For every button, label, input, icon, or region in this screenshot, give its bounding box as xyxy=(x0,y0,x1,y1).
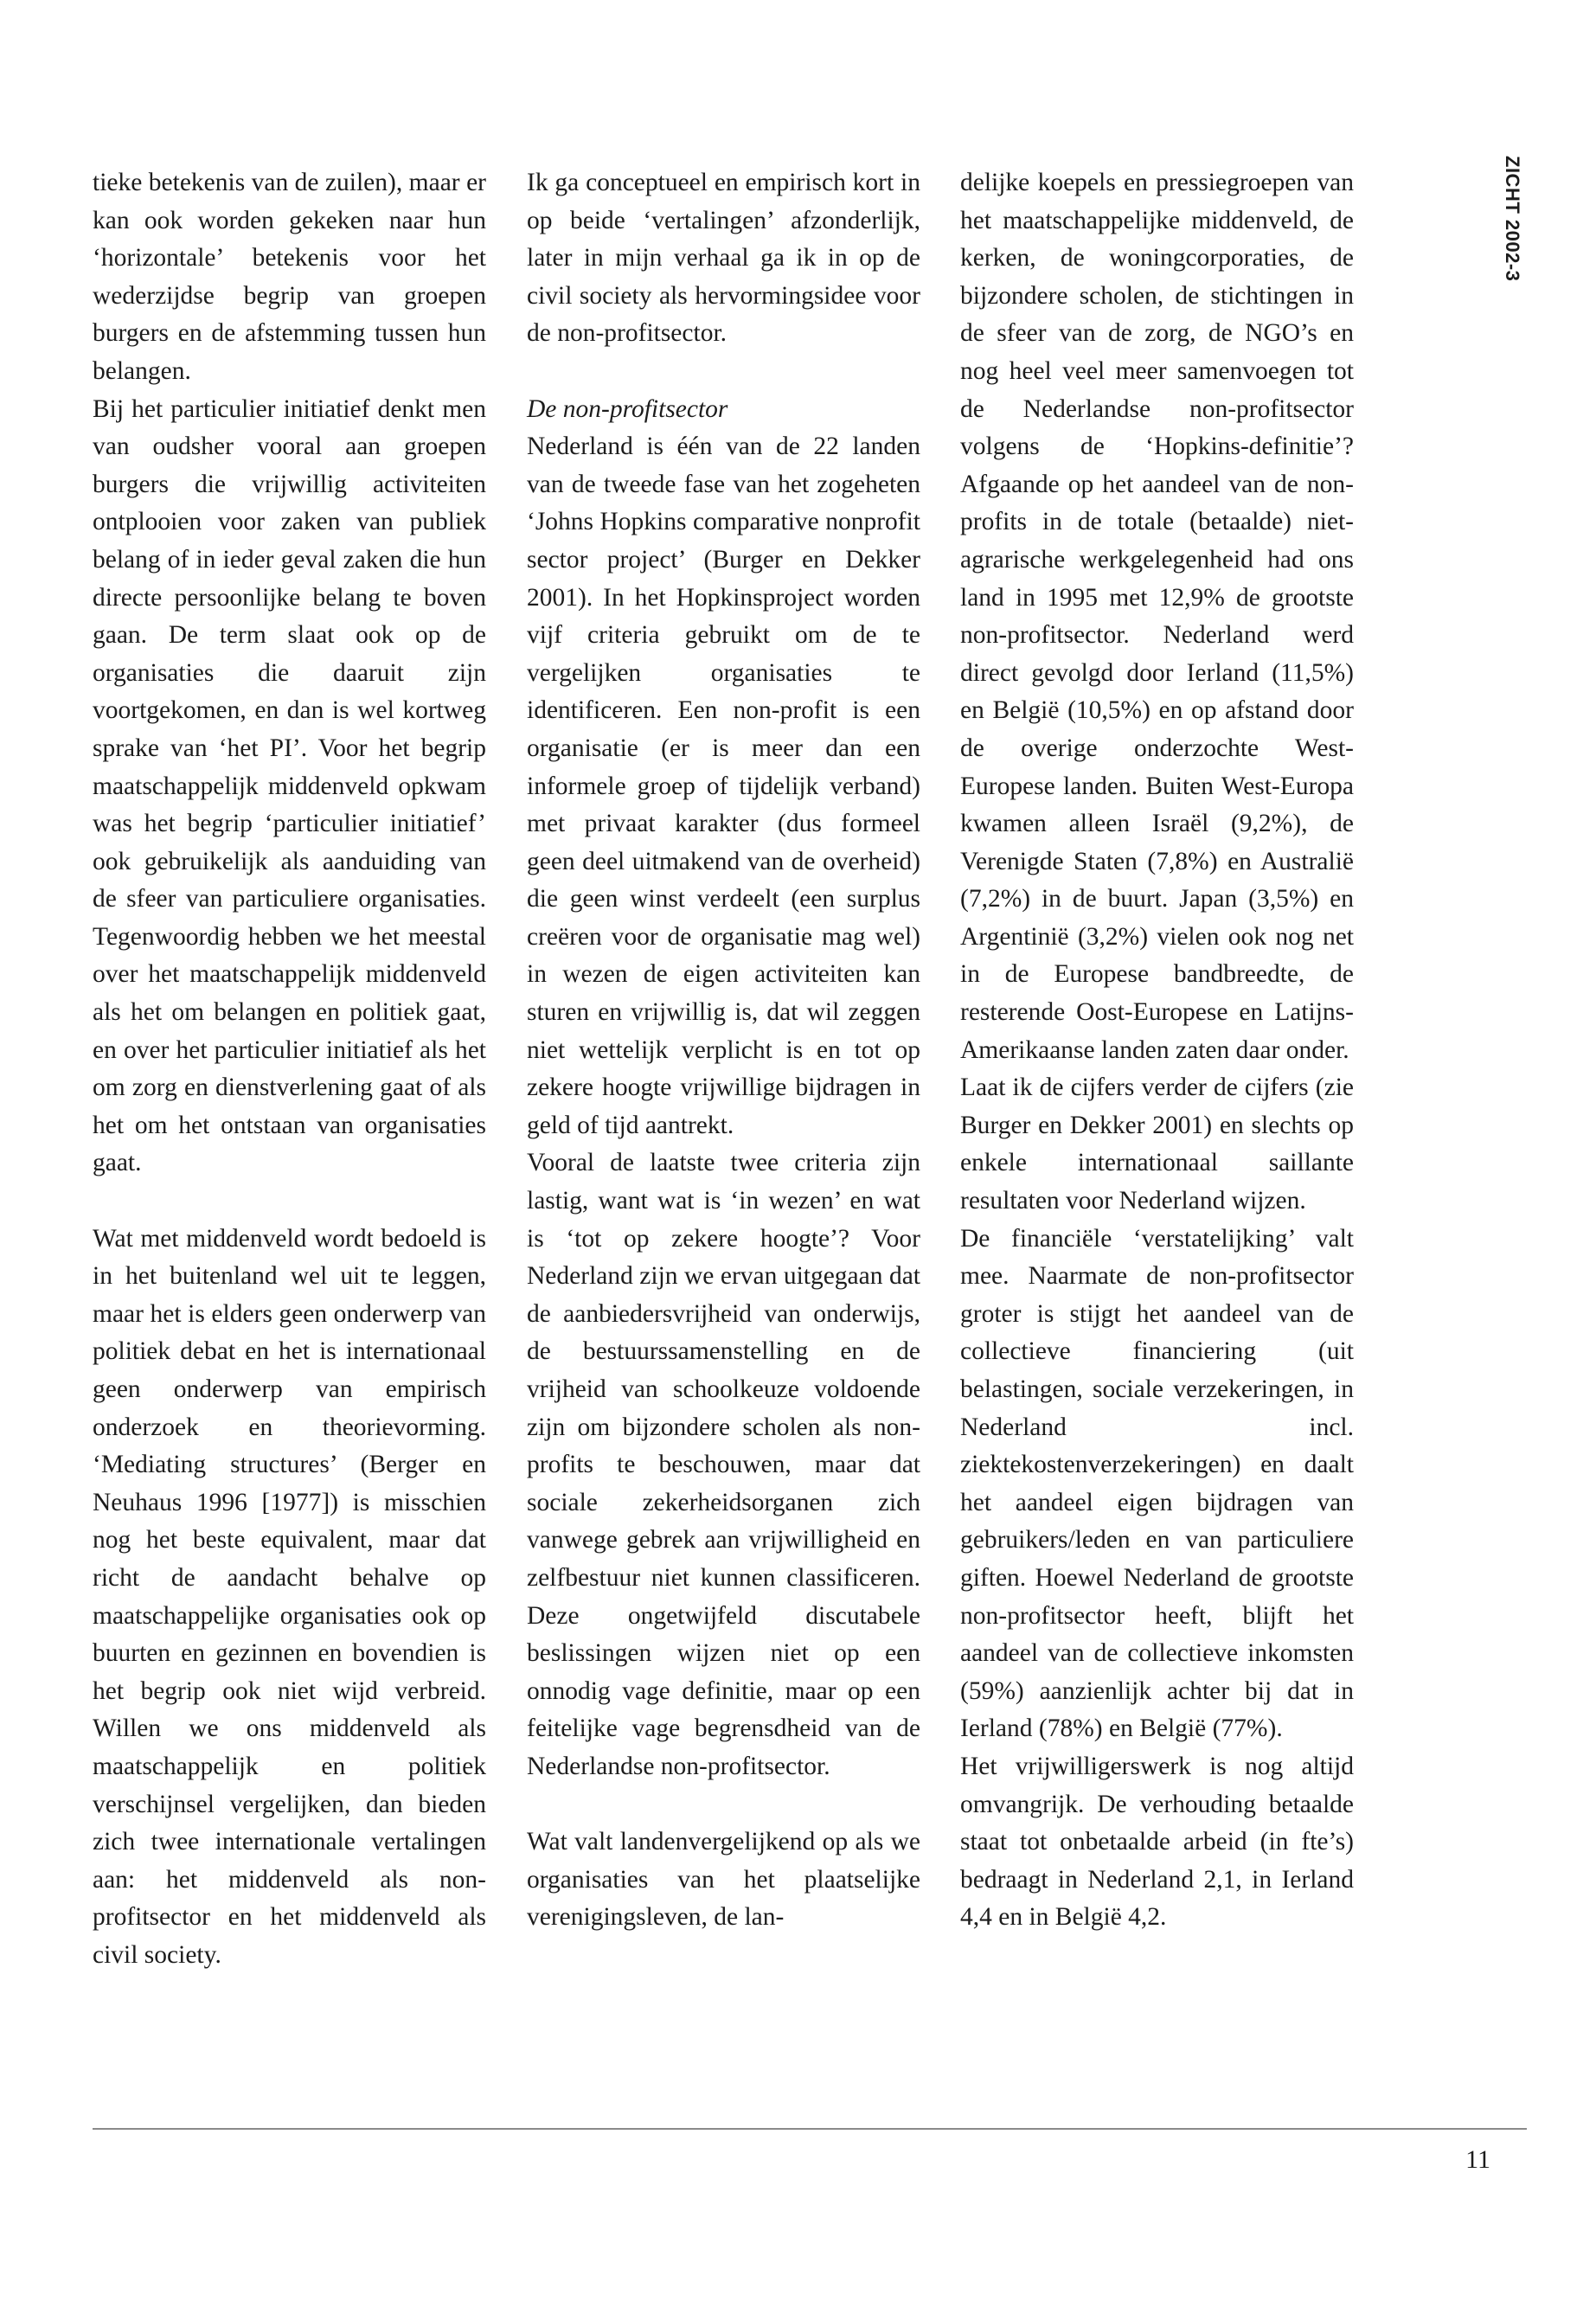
footer-divider xyxy=(93,2128,1527,2130)
paragraph: Laat ik de cijfers verder de cijfers (zie Burger en Dekker 2001) en slechts op enkele internationaal saillante resultaten voor Nederland wijzen. xyxy=(960,1074,1354,1215)
paragraph-spacer xyxy=(527,1786,920,1824)
text-column-2 xyxy=(527,164,920,1937)
paragraph: Wat valt landenvergelijkend op als we organisaties van het plaatselijke verenigingsleven, de lan- xyxy=(527,1828,920,1932)
paragraph: Ik ga conceptueel en empirisch kort in op beide ‘vertalingen’ afzonderlijk, later in mijn verhaal ga ik in op de civil society als hervormingsidee voor de non-profitsector. xyxy=(527,169,920,348)
page-number: 11 xyxy=(1465,2145,1490,2174)
paragraph: Nederland is één van de 22 landen van de tweede fase van het zogeheten ‘Johns Hopkins comparative nonprofit sector project’ (Burger en Dekker 2001). In het Hopkinsproject worden vijf criteria gebruikt om de te vergelijken organisaties te identificeren. Een non-profit is een organisatie (er is meer dan een informele groep of tijdelijk verband) met privaat karakter (dus formeel geen deel uitmakend van de overheid) die geen winst verdeelt (een surplus creëren voor de organisatie mag wel) in wezen de eigen activiteiten kan sturen en vrijwillig is, dat wil zeggen niet wettelijk verplicht is en tot op zekere hoogte vrijwillige bijdragen in geld of tijd aantrekt. xyxy=(527,433,920,1139)
text-column-3 xyxy=(960,164,1354,1937)
section-heading: De non-profitsector xyxy=(527,394,728,423)
paragraph: delijke koepels en pressiegroepen van het maatschappelijke middenveld, de kerken, de woningcorporaties, de bijzondere scholen, de stichtingen in de sfeer van de zorg, de NGO’s en nog heel veel meer samenvoegen tot de Nederlandse non-profitsector volgens de ‘Hopkins-definitie’? Afgaande op het aandeel van de non-profits in de totale (betaalde) niet-agrarische werkgelegenheid had ons land in 1995 met 12,9% de grootste non-profitsector. Nederland werd direct gevolgd door Ierland (11,5%) en België (10,5%) en op afstand door de overige onderzochte West-Europese landen. Buiten West-Europa kwamen alleen Israël (9,2%), de Verenigde Staten (7,8%) en Australië (7,2%) in de buurt. Japan (3,5%) en Argentinië (3,2%) vielen ook nog net in de Europese bandbreedte, de resterende Oost-Europese en Latijns-Amerikaanse landen zaten daar onder. xyxy=(960,169,1354,1064)
paragraph: Bij het particulier initiatief denkt men van oudsher vooral aan groepen burgers die vrijwillig activiteiten ontplooien voor zaken van publiek belang of in ieder geval zaken die hun directe persoonlijke belang te boven gaan. De term slaat ook op de organisaties die daaruit zijn voortgekomen, en dan is wel kortweg sprake van ‘het PI’. Voor het begrip maatschappelijk middenveld opkwam was het begrip ‘particulier initiatief’ ook gebruikelijk als aanduiding van de sfeer van particuliere organisaties. Tegenwoordig hebben we het meestal over het maatschappelijk middenveld als het om belangen en politiek gaat, en over het particulier initiatief als het om zorg en dienstverlening gaat of als het om het ontstaan van organisaties gaat. xyxy=(93,394,486,1177)
paragraph: tieke betekenis van de zuilen), maar er kan ook worden gekeken naar hun ‘horizontale’ betekenis voor het wederzijdse begrip van groepen burgers en de afstemming tussen hun belangen. xyxy=(93,169,486,385)
paragraph: Vooral de laatste twee criteria zijn lastig, want wat is ‘in wezen’ en wat is ‘tot op zekere hoogte’? Voor Nederland zijn we ervan uitgegaan dat de aanbiedersvrijheid van onderwijs, de bestuurssamenstelling en de vrijheid van schoolkeuze voldoende zijn om bijzondere scholen als non-profits te beschouwen, maar dat sociale zekerheidsorganen zich vanwege gebrek aan vrijwilligheid en zelfbestuur niet kunnen classificeren. Deze ongetwijfeld discutabele beslissingen wijzen niet op een onnodig vage definitie, maar op een feitelijke vage begrensdheid van de Nederlandse non-profitsector. xyxy=(527,1149,920,1780)
paragraph-spacer xyxy=(93,1183,486,1221)
text-column-1 xyxy=(93,164,486,1975)
journal-issue-label: ZICHT 2002-3 xyxy=(1502,156,1523,282)
paragraph-spacer xyxy=(527,353,920,391)
paragraph: Het vrijwilligerswerk is nog altijd omvangrijk. De verhouding betaalde staat tot onbetaalde arbeid (in fte’s) bedraagt in Nederland 2,1, in Ierland 4,4 en in België 4,2. xyxy=(960,1752,1354,1932)
paragraph: Wat met middenveld wordt bedoeld is in het buitenland wel uit te leggen, maar het is elders geen onderwerp van politiek debat en het is internationaal geen onderwerp van empirisch onderzoek en theorievorming. ‘Mediating structures’ (Berger en Neuhaus 1996 [1977]) is misschien nog het beste equivalent, maar dat richt de aandacht behalve op maatschappelijke organisaties ook op buurten en gezinnen en bovendien is het begrip ook niet wijd verbreid. Willen we ons middenveld als maatschappelijk en politiek verschijnsel vergelijken, dan bieden zich twee internationale vertalingen aan: het middenveld als non-profitsector en het middenveld als civil society. xyxy=(93,1224,486,1969)
paragraph: De financiële ‘verstatelijking’ valt mee. Naarmate de non-profitsector groter is stijgt het aandeel van de collectieve financiering (uit belastingen, sociale verzekeringen, in Nederland incl. ziektekostenverzekeringen) en daalt het aandeel eigen bijdragen van gebruikers/leden en van particuliere giften. Hoewel Nederland de grootste non-profitsector heeft, blijft het aandeel van de collectieve inkomsten (59%) aanzienlijk achter bij dat in Ierland (78%) en België (77%). xyxy=(960,1224,1354,1743)
